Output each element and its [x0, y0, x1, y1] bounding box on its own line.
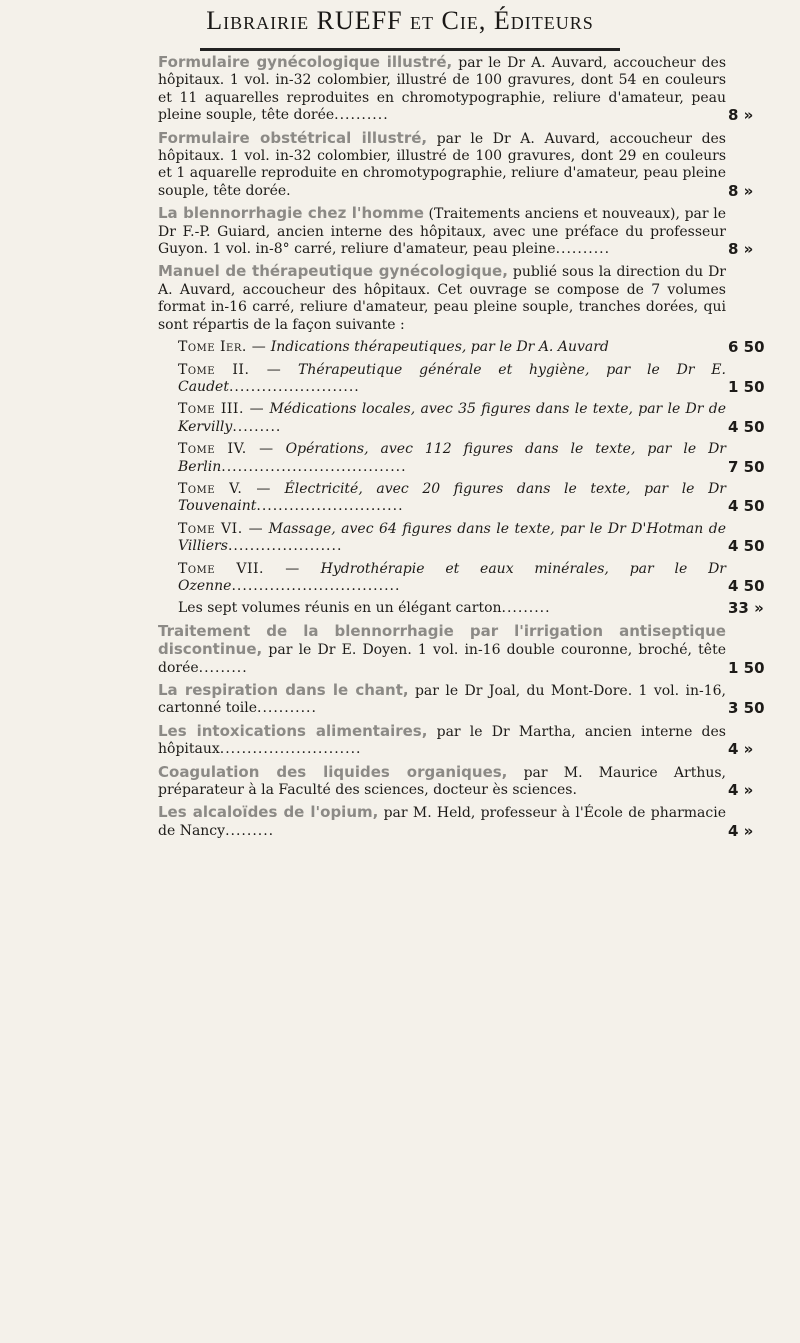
entry-price: 4 »	[728, 821, 754, 840]
entry-text: publié sous la direction du Dr A. Auvard, accoucheur des hôpitaux. Cet ouvrage se compose de 7 volumes format in-16 carré, reliure d'amateur, peau pleine souple, tranches dorées, qui sont répartis de la façon suivante :	[158, 264, 726, 333]
entry-title: Les intoxications alimentaires,	[158, 721, 428, 740]
publisher-header: Librairie RUEFF et Cie, Éditeurs	[206, 6, 594, 35]
entry-price: 8 »	[728, 240, 754, 259]
entry-title: Les alcaloïdes de l'opium,	[158, 803, 379, 822]
entry-text: par le Dr A. Auvard, accoucheur des hôpitaux. 1 vol. in-32 colombier, illustré de 100 gravures, dont 54 en couleurs et 11 aquarelles reproduites en chromotypographie, reliure d'amateur, peau pleine souple, tête dorée	[158, 55, 726, 124]
entry-text: (Traitements anciens et nouveaux), par le Dr F.-P. Guiard, ancien interne des hôpitaux, avec une préface du professeur Guyon. 1 vol. in-8° carré, reliure d'amateur, peau pleine	[158, 206, 726, 258]
tome-price: 1 50	[728, 377, 765, 396]
entry-text: par le Dr E. Doyen. 1 vol. in-16 double couronne, broché, tête dorée	[158, 642, 726, 676]
entry-intoxications: Les intoxications alimentaires, par le Dr Martha, ancien interne des hôpitaux.......................... 4 »	[158, 723, 790, 759]
tome-label: Tome II. —	[178, 361, 282, 378]
tome-text: Électricité, avec 20 figures dans le texte, par le Dr Touvenaint	[178, 480, 726, 515]
tome-item: Tome IV. — Opérations, avec 112 figures dans le texte, par le Dr Berlin.................................. 7 50	[158, 441, 790, 476]
tome-label: Tome VI. —	[178, 520, 264, 537]
tome-text: Les sept volumes réunis en un élégant carton	[178, 600, 502, 617]
entry-price: 4 »	[728, 740, 754, 759]
entry-price: 8 »	[728, 181, 754, 200]
entry-price: 3 50	[728, 699, 765, 718]
entry-title: La respiration dans le chant,	[158, 681, 409, 699]
entry-price: 1 50	[728, 658, 765, 677]
entry-text: par M. Held, professeur à l'École de pharmacie de Nancy	[158, 805, 726, 839]
tome-text: Hydrothérapie et eaux minérales, par le Dr Ozenne	[178, 560, 726, 594]
catalog-entries	[158, 54, 790, 845]
entry-respiration-chant: La respiration dans le chant, par le Dr Joal, du Mont-Dore. 1 vol. in-16, cartonné toile........... 3 50	[158, 682, 790, 718]
tome-item: Tome II. — Thérapeutique générale et hygiène, par le Dr E. Caudet........................ 1 50	[158, 362, 790, 397]
entry-price: 4 »	[728, 781, 754, 800]
tome-price: 4 50	[728, 576, 765, 595]
tome-price: 4 50	[728, 537, 765, 556]
entry-title: Manuel de thérapeutique gynécologique,	[158, 262, 508, 281]
entry-title: La blennorrhagie chez l'homme	[158, 204, 424, 223]
entry-formulaire-gynecologique: Formulaire gynécologique illustré, par le Dr A. Auvard, accoucheur des hôpitaux. 1 vol. in-32 colombier, illustré de 100 gravures, dont 54 en couleurs et 11 aquarelles reproduites en chromotypographie, reliure d'amateur, peau pleine souple, tête dorée.......... 8 »	[158, 54, 790, 125]
tome-label: Tome VII. —	[178, 560, 300, 577]
tome-label: Tome III. —	[178, 401, 265, 418]
entry-title: Traitement de la blennorrhagie par l'irrigation antiseptique discontinue,	[158, 621, 726, 659]
tome-total: Les sept volumes réunis en un élégant carton......... 33 »	[158, 600, 790, 617]
tome-item: Tome VII. — Hydrothérapie et eaux minérales, par le Dr Ozenne............................... 4 50	[158, 561, 790, 596]
entry-traitement-blennorrhagie: Traitement de la blennorrhagie par l'irrigation antiseptique discontinue, par le Dr E. Doyen. 1 vol. in-16 double couronne, broché, tête dorée......... 1 50	[158, 623, 790, 677]
tome-text: Médications locales, avec 35 figures dans le texte, par le Dr de Kervilly	[178, 401, 726, 435]
tome-price: 6 50	[728, 338, 765, 357]
tome-price: 4 50	[728, 417, 765, 436]
tome-price: 33 »	[728, 599, 764, 618]
tome-item	[158, 339, 790, 356]
entry-text: par le Dr A. Auvard, accoucheur des hôpitaux. 1 vol. in-32 colombier, illustré de 100 gravures, dont 29 en couleurs et 1 aquarelle reproduite en chromotypographie, reliure d'amateur, peau pleine souple, tête dorée.	[158, 130, 726, 199]
tome-label: Tome IV. —	[178, 441, 274, 458]
entry-title: Coagulation des liquides organiques,	[158, 762, 508, 781]
entry-price: 8 »	[728, 106, 754, 125]
entry-text: par le Dr Joal, du Mont-Dore. 1 vol. in-16, cartonné toile	[158, 683, 726, 717]
entry-text: par M. Maurice Arthus, préparateur à la Faculté des sciences, docteur ès sciences.	[158, 764, 726, 799]
tome-text: Massage, avec 64 figures dans le texte, par le Dr D'Hotman de Villiers	[178, 520, 726, 555]
entry-title: Formulaire obstétrical illustré,	[158, 128, 428, 147]
entry-manuel-therapeutique	[158, 263, 790, 334]
tome-text: Thérapeutique générale et hygiène, par le Dr E. Caudet	[178, 361, 726, 395]
entry-alcaloides: Les alcaloïdes de l'opium, par M. Held, professeur à l'École de pharmacie de Nancy......... 4 »	[158, 804, 790, 840]
entry-blennorrhagie: La blennorrhagie chez l'homme (Traitements anciens et nouveaux), par le Dr F.-P. Guiard, ancien interne des hôpitaux, avec une préface du professeur Guyon. 1 vol. in-8° carré, reliure d'amateur, peau pleine.......... 8 »	[158, 205, 790, 258]
entry-text: par le Dr Martha, ancien interne des hôpitaux	[158, 723, 726, 758]
tome-price: 7 50	[728, 457, 765, 476]
tome-item: Tome III. — Médications locales, avec 35 figures dans le texte, par le Dr de Kervilly......... 4 50	[158, 401, 790, 436]
tome-text: Opérations, avec 112 figures dans le texte, par le Dr Berlin	[178, 441, 726, 475]
tome-text: Indications thérapeutiques, par le Dr A. Auvard	[266, 339, 609, 356]
entry-title: Formulaire gynécologique illustré,	[158, 53, 453, 71]
header-rule	[200, 48, 620, 51]
tome-label: Tome Ier. —	[178, 339, 267, 356]
entry-coagulation	[158, 764, 790, 800]
tome-price: 4 50	[728, 497, 765, 516]
tome-label: Tome V. —	[178, 480, 271, 497]
tome-item: Tome V. — Électricité, avec 20 figures dans le texte, par le Dr Touvenaint........................... 4 50	[158, 481, 790, 516]
entry-formulaire-obstetrical	[158, 130, 790, 201]
tome-item: Tome VI. — Massage, avec 64 figures dans le texte, par le Dr D'Hotman de Villiers..................... 4 50	[158, 521, 790, 556]
